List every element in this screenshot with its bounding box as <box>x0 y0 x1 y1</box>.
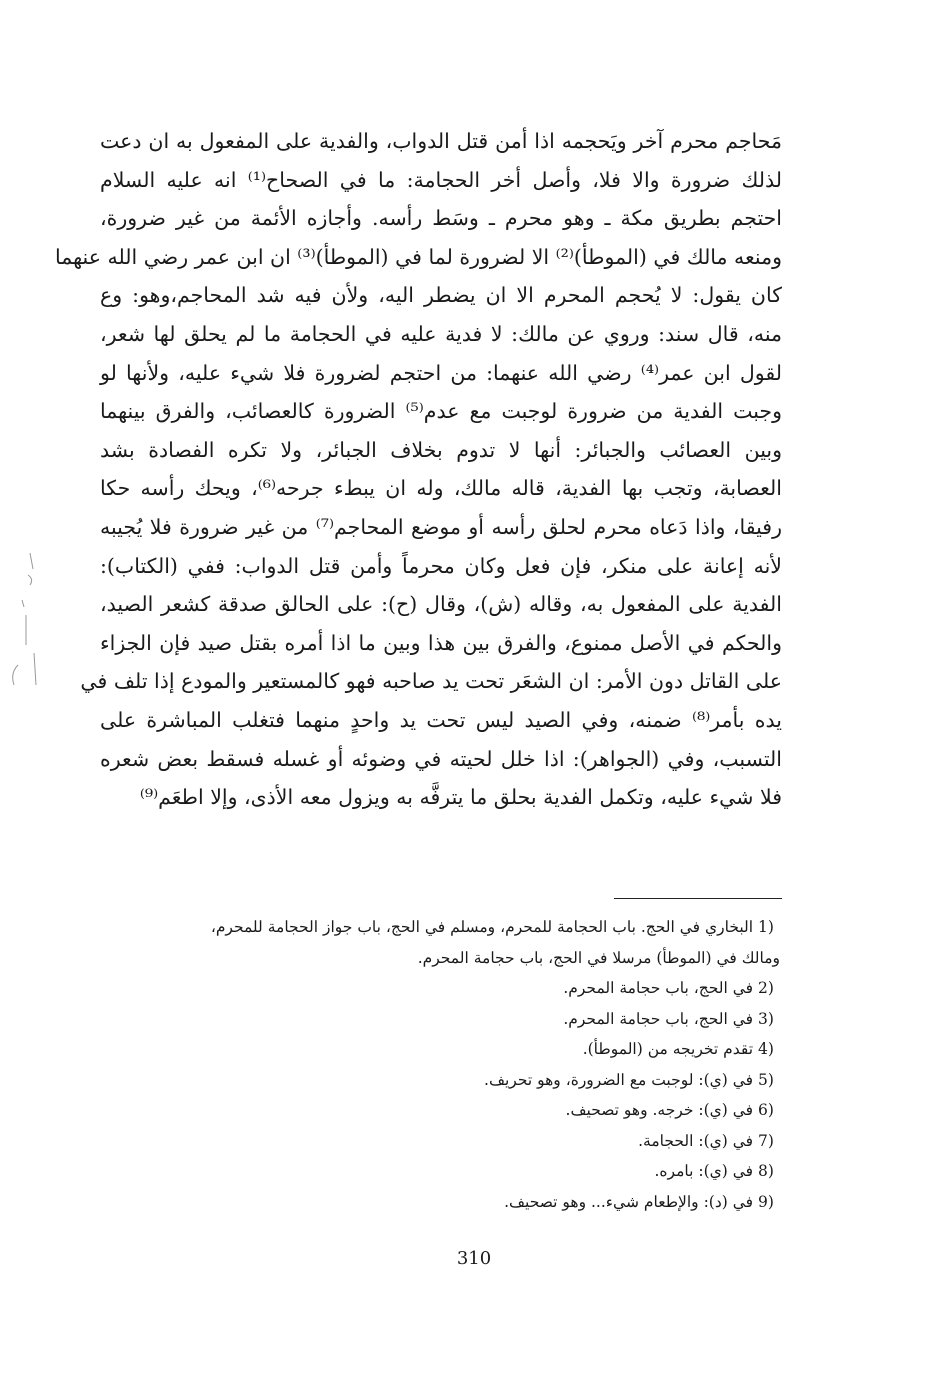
footnote-8 <box>100 1156 780 1187</box>
footnote-number: 3) <box>758 1009 774 1028</box>
footnote-text: في (ي): بامره. <box>654 1162 754 1180</box>
text-line: كان يقول: لا يُحجم المحرم الا ان يضطر اليه، ولأن فيه شد المحاجم،وهو: وع <box>100 283 782 308</box>
footnote-text: في (د): والإطعام شيء... وهو تصحيف. <box>504 1192 754 1211</box>
footnote-number: 4) <box>758 1040 774 1058</box>
footnote-text: في (ي): لوجبت مع الضرورة، وهو تحريف. <box>484 1070 754 1089</box>
text-line: مَحاجم محرم آخر ويَحجمه اذا أمن قتل الدواب، والفدية على المفعول به ان دعت <box>100 129 782 153</box>
page-number: 310 <box>456 1248 492 1269</box>
margin-scribble <box>0 545 44 695</box>
text-line: رفيقا، واذا دَعاه محرم لحلق رأسه أو موضع المحاجم⁽⁷⁾ من غير ضرورة فلا يُجيبه <box>100 514 783 539</box>
text-line: لذلك ضرورة والا فلا، وأصل أخر الحجامة: ما في الصحاح⁽¹⁾ انه عليه السلام <box>100 167 783 192</box>
footnote-number: 6) <box>758 1101 774 1119</box>
footnote-number: 1) <box>758 918 774 936</box>
main-text <box>54 122 783 817</box>
footnote-separator <box>614 898 782 899</box>
footnote-number: 7) <box>758 1131 774 1150</box>
text-line: والحكم في الأصل ممنوع، والفرق بين هذا وبين ما اذا أمره بقتل صيد فإن الجزاء <box>100 630 782 655</box>
text-line: احتجم بطريق مكة ـ وهو محرم ـ وسَط رأسه. وأجازه الأئمة من غير ضرورة، <box>100 206 782 231</box>
footnote-7 <box>100 1126 780 1157</box>
footnote-5 <box>100 1065 780 1096</box>
text-line: يده بأمر⁽⁸⁾ ضمنه، وفي الصيد ليس تحت يد واحدٍ منهما فتغلب المباشرة على <box>100 707 782 732</box>
footnote-3 <box>100 1004 780 1035</box>
text-line: التسبب، وفي (الجواهر): اذا خلل لحيته في وضوئه أو غسله فسقط بعض شعره <box>100 746 782 771</box>
text-line: فلا شيء عليه، وتكمل الفدية بحلق ما يترفَّه به ويزول معه الأذى، وإلا اطعَم⁽⁹⁾ <box>139 785 782 810</box>
text-line: لأنه إعانة على منكر، فإن فعل وكان محرماً وأمن قتل الدواب: ففي (الكتاب): <box>100 553 782 578</box>
footnotes <box>100 912 780 1217</box>
footnote-text: في (ي): خرجه. وهو تصحيف. <box>565 1101 754 1119</box>
text-line: ومنعه مالك في (الموطأ)⁽²⁾ الا لضرورة لما في (الموطأ)⁽³⁾ ان ابن عمر رضي الله عنهما <box>54 244 782 269</box>
footnote-9 <box>100 1187 780 1218</box>
footnote-text: في (ي): الحجامة. <box>638 1131 754 1150</box>
footnote-2 <box>100 973 780 1004</box>
footnote-1-continuation: ومالك في (الموطأ) مرسلا في الحج، باب حجامة المحرم. <box>417 948 780 967</box>
footnote-text: تقدم تخريجه من (الموطأ). <box>582 1040 754 1058</box>
footnote-text: في الحج، باب حجامة المحرم. <box>563 1009 754 1028</box>
footnote-1 <box>100 912 780 943</box>
footnote-number: 2) <box>758 979 774 997</box>
text-line: لقول ابن عمر⁽⁴⁾ رضي الله عنهما: من احتجم لضرورة فلا شيء عليه، ولأنها لو <box>100 360 782 385</box>
footnote-number: 9) <box>758 1192 774 1211</box>
footnote-6 <box>100 1095 780 1126</box>
footnote-number: 5) <box>758 1070 774 1089</box>
footnote-text: البخاري في الحج. باب الحجامة للمحرم، ومسلم في الحج، باب جواز الحجامة للمحرم، <box>210 918 754 936</box>
footnote-number: 8) <box>758 1162 774 1180</box>
text-line: وجبت الفدية من ضرورة لوجبت مع عدم⁽⁵⁾ الضرورة كالعصائب، والفرق بينهما <box>100 399 782 424</box>
text-line: الفدية على المفعول به، وقاله (ش)، وقال (ح): على الحالق صدقة كشعر الصيد، <box>100 592 782 617</box>
text-line: على القاتل دون الأمر: ان الشعَر تحت يد صاحبه فهو كالمستعير والمودع إذا تلف في <box>80 669 782 694</box>
text-line: العصابة، وتجب بها الفدية، قاله مالك، وله ان يبطء جرحه⁽⁶⁾، ويحك رأسه حكا <box>100 476 782 501</box>
text-line: منه، قال سند: وروي عن مالك: لا فدية عليه في الحجامة ما لم يحلق لها شعر، <box>100 321 782 346</box>
footnote-text: في الحج، باب حجامة المحرم. <box>563 979 754 997</box>
text-line: وبين العصائب والجبائر: أنها لا تدوم بخلاف الجبائر، ولا تكره الفصادة بشد <box>100 437 782 462</box>
footnote-4 <box>100 1034 780 1065</box>
